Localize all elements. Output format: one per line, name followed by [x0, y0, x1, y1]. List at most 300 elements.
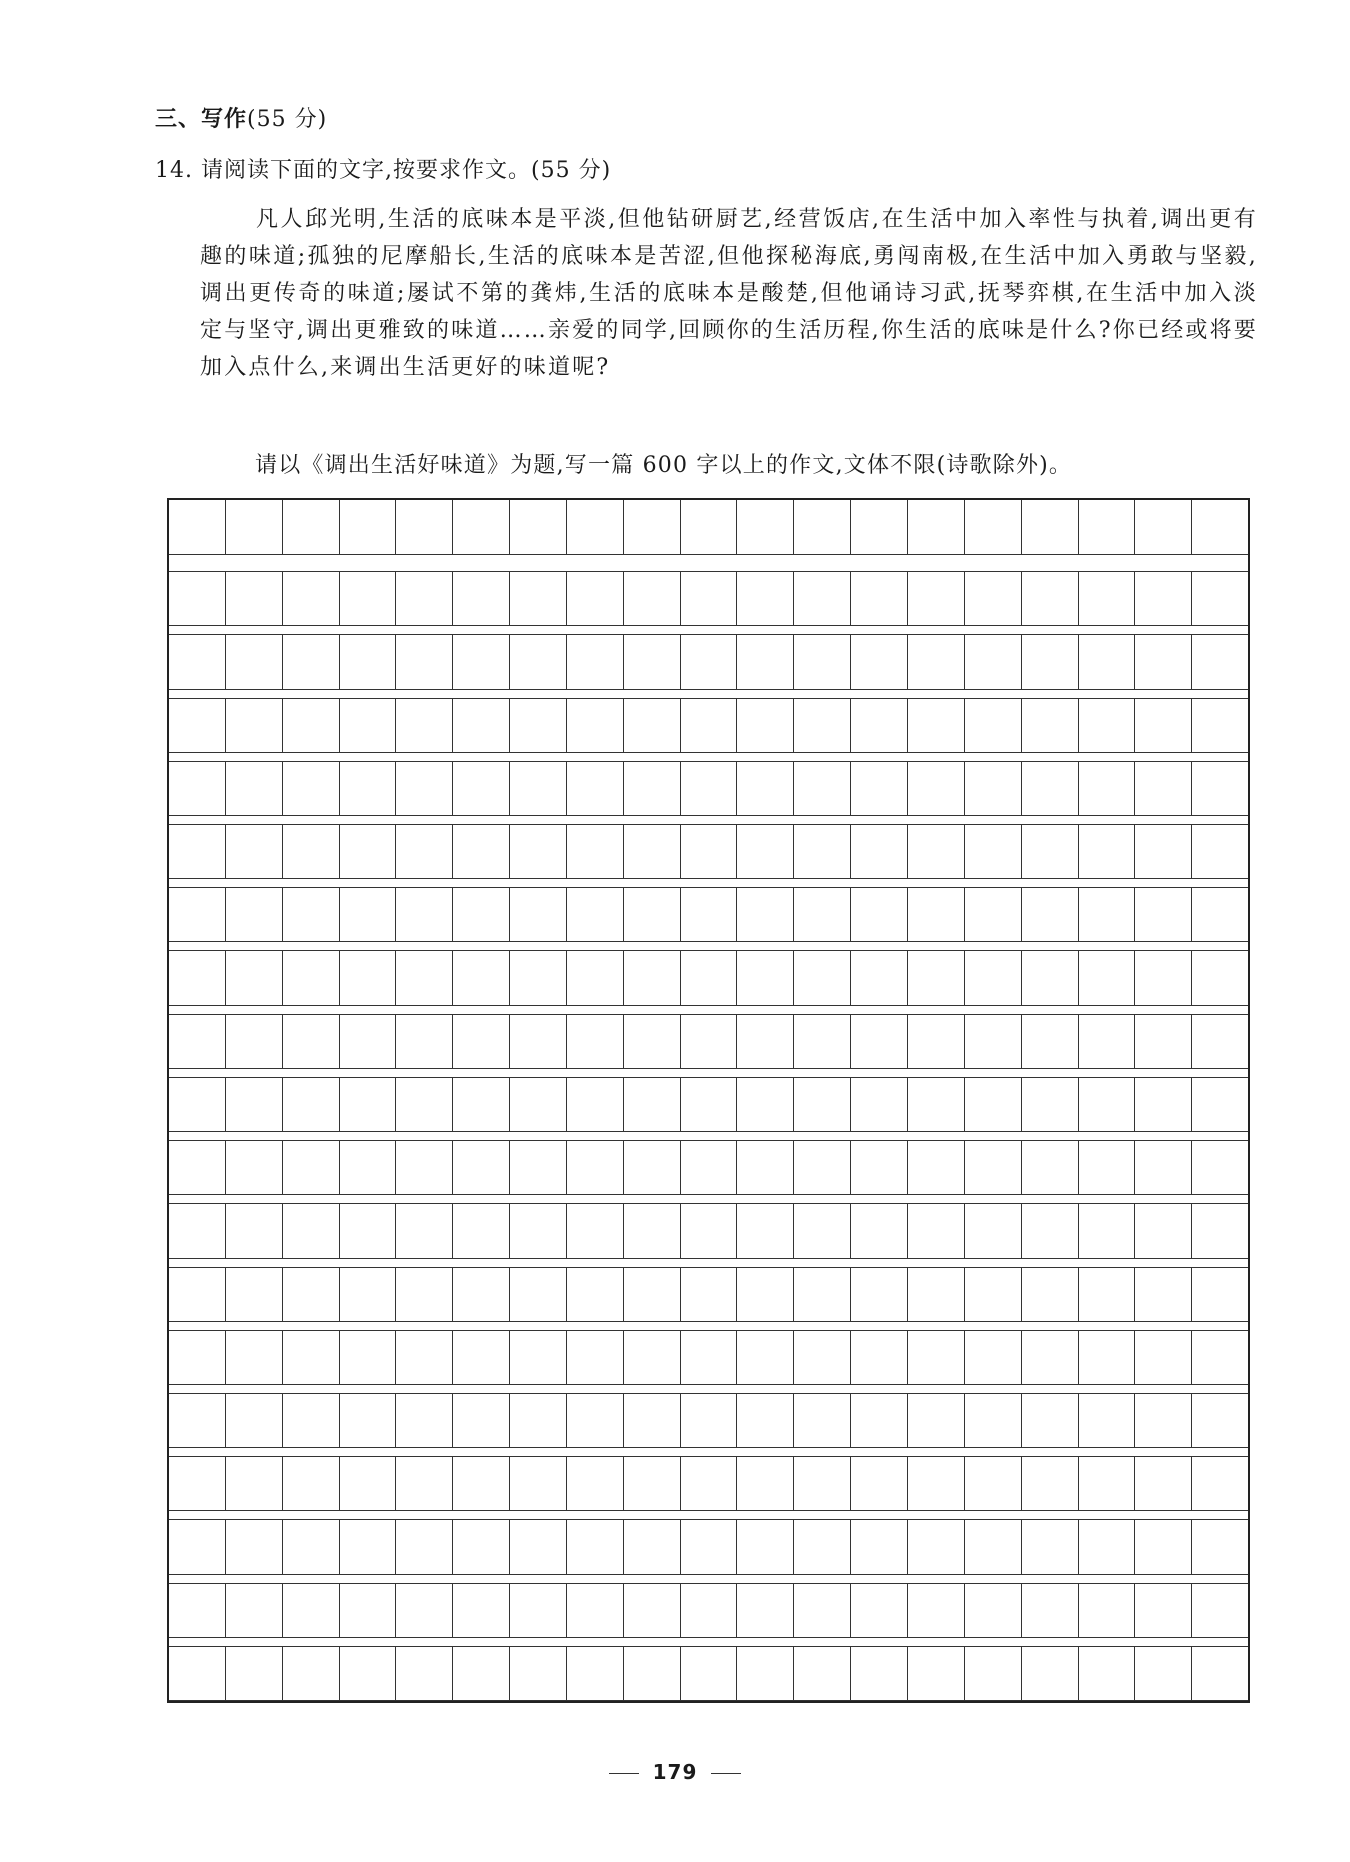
grid-cell[interactable] [851, 1584, 908, 1637]
grid-cell[interactable] [283, 1204, 340, 1257]
grid-cell[interactable] [1079, 762, 1136, 815]
grid-cell[interactable] [1135, 572, 1192, 625]
grid-cell[interactable] [396, 1647, 453, 1700]
grid-cell[interactable] [169, 1268, 226, 1321]
grid-cell[interactable] [965, 635, 1022, 688]
grid-cell[interactable] [283, 1647, 340, 1700]
grid-cell[interactable] [908, 1331, 965, 1384]
grid-cell[interactable] [567, 1204, 624, 1257]
grid-cell[interactable] [169, 825, 226, 878]
grid-cell[interactable] [396, 888, 453, 941]
grid-cell[interactable] [1135, 1204, 1192, 1257]
grid-cell[interactable] [624, 1584, 681, 1637]
grid-cell[interactable] [624, 825, 681, 878]
grid-cell[interactable] [851, 1078, 908, 1131]
grid-cell[interactable] [453, 1520, 510, 1573]
grid-cell[interactable] [567, 1078, 624, 1131]
grid-cell[interactable] [1192, 1584, 1248, 1637]
grid-cell[interactable] [340, 888, 397, 941]
grid-cell[interactable] [681, 1394, 738, 1447]
grid-cell[interactable] [624, 1394, 681, 1447]
grid-cell[interactable] [965, 500, 1022, 554]
grid-cell[interactable] [908, 1141, 965, 1194]
grid-cell[interactable] [624, 572, 681, 625]
grid-cell[interactable] [624, 1204, 681, 1257]
grid-cell[interactable] [965, 1647, 1022, 1700]
grid-cell[interactable] [908, 825, 965, 878]
grid-cell[interactable] [737, 951, 794, 1004]
grid-cell[interactable] [1022, 1141, 1079, 1194]
grid-cell[interactable] [340, 1078, 397, 1131]
grid-cell[interactable] [567, 825, 624, 878]
grid-cell[interactable] [1022, 888, 1079, 941]
grid-cell[interactable] [794, 1015, 851, 1068]
grid-cell[interactable] [851, 1331, 908, 1384]
grid-cell[interactable] [624, 1078, 681, 1131]
grid-cell[interactable] [283, 1141, 340, 1194]
grid-cell[interactable] [226, 572, 283, 625]
grid-cell[interactable] [1022, 1078, 1079, 1131]
grid-cell[interactable] [226, 1584, 283, 1637]
grid-cell[interactable] [1022, 1394, 1079, 1447]
grid-cell[interactable] [396, 762, 453, 815]
grid-cell[interactable] [340, 825, 397, 878]
grid-cell[interactable] [169, 951, 226, 1004]
grid-cell[interactable] [624, 951, 681, 1004]
grid-cell[interactable] [624, 1520, 681, 1573]
grid-cell[interactable] [169, 1394, 226, 1447]
grid-cell[interactable] [169, 1331, 226, 1384]
grid-cell[interactable] [908, 699, 965, 752]
grid-cell[interactable] [737, 888, 794, 941]
grid-cell[interactable] [283, 1520, 340, 1573]
grid-cell[interactable] [283, 825, 340, 878]
grid-cell[interactable] [624, 500, 681, 554]
grid-cell[interactable] [510, 1268, 567, 1321]
grid-cell[interactable] [851, 699, 908, 752]
grid-cell[interactable] [624, 888, 681, 941]
grid-cell[interactable] [396, 825, 453, 878]
grid-cell[interactable] [453, 1647, 510, 1700]
grid-cell[interactable] [340, 1520, 397, 1573]
grid-cell[interactable] [1192, 762, 1248, 815]
grid-cell[interactable] [340, 699, 397, 752]
grid-cell[interactable] [1079, 500, 1136, 554]
grid-cell[interactable] [965, 1457, 1022, 1510]
grid-cell[interactable] [851, 1394, 908, 1447]
grid-cell[interactable] [624, 1331, 681, 1384]
grid-cell[interactable] [1079, 1078, 1136, 1131]
grid-cell[interactable] [1192, 572, 1248, 625]
grid-cell[interactable] [1022, 1204, 1079, 1257]
grid-cell[interactable] [681, 572, 738, 625]
grid-cell[interactable] [794, 1520, 851, 1573]
grid-cell[interactable] [567, 699, 624, 752]
grid-cell[interactable] [1079, 1520, 1136, 1573]
grid-cell[interactable] [340, 635, 397, 688]
grid-cell[interactable] [965, 825, 1022, 878]
grid-cell[interactable] [965, 951, 1022, 1004]
grid-cell[interactable] [1022, 762, 1079, 815]
grid-cell[interactable] [965, 1204, 1022, 1257]
grid-cell[interactable] [1079, 951, 1136, 1004]
grid-cell[interactable] [851, 951, 908, 1004]
grid-cell[interactable] [510, 1394, 567, 1447]
grid-cell[interactable] [681, 888, 738, 941]
grid-cell[interactable] [794, 951, 851, 1004]
grid-cell[interactable] [624, 762, 681, 815]
grid-cell[interactable] [510, 1331, 567, 1384]
grid-cell[interactable] [226, 1457, 283, 1510]
grid-cell[interactable] [567, 635, 624, 688]
grid-cell[interactable] [340, 1647, 397, 1700]
grid-cell[interactable] [1192, 1268, 1248, 1321]
grid-cell[interactable] [169, 500, 226, 554]
grid-cell[interactable] [794, 1647, 851, 1700]
grid-cell[interactable] [510, 1078, 567, 1131]
grid-cell[interactable] [340, 951, 397, 1004]
grid-cell[interactable] [681, 1520, 738, 1573]
grid-cell[interactable] [851, 1647, 908, 1700]
grid-cell[interactable] [737, 1520, 794, 1573]
grid-cell[interactable] [1079, 1331, 1136, 1384]
grid-cell[interactable] [1022, 1268, 1079, 1321]
grid-cell[interactable] [794, 888, 851, 941]
grid-cell[interactable] [624, 635, 681, 688]
grid-cell[interactable] [396, 635, 453, 688]
grid-cell[interactable] [396, 1015, 453, 1068]
grid-cell[interactable] [396, 1331, 453, 1384]
grid-cell[interactable] [965, 1331, 1022, 1384]
grid-cell[interactable] [908, 951, 965, 1004]
grid-cell[interactable] [226, 500, 283, 554]
grid-cell[interactable] [794, 1331, 851, 1384]
grid-cell[interactable] [681, 951, 738, 1004]
grid-cell[interactable] [851, 1141, 908, 1194]
grid-cell[interactable] [169, 1457, 226, 1510]
grid-cell[interactable] [1022, 1584, 1079, 1637]
grid-cell[interactable] [169, 1647, 226, 1700]
grid-cell[interactable] [396, 1268, 453, 1321]
grid-cell[interactable] [908, 1204, 965, 1257]
grid-cell[interactable] [908, 1268, 965, 1321]
grid-cell[interactable] [396, 951, 453, 1004]
grid-cell[interactable] [396, 699, 453, 752]
grid-cell[interactable] [169, 699, 226, 752]
grid-cell[interactable] [1135, 1457, 1192, 1510]
grid-cell[interactable] [169, 1204, 226, 1257]
grid-cell[interactable] [340, 1394, 397, 1447]
grid-cell[interactable] [453, 1204, 510, 1257]
grid-cell[interactable] [737, 572, 794, 625]
grid-cell[interactable] [965, 1078, 1022, 1131]
grid-cell[interactable] [624, 1268, 681, 1321]
grid-cell[interactable] [965, 1394, 1022, 1447]
grid-cell[interactable] [965, 888, 1022, 941]
grid-cell[interactable] [1135, 1268, 1192, 1321]
grid-cell[interactable] [1079, 635, 1136, 688]
grid-cell[interactable] [510, 500, 567, 554]
grid-cell[interactable] [1192, 1394, 1248, 1447]
grid-cell[interactable] [794, 1078, 851, 1131]
grid-cell[interactable] [226, 1078, 283, 1131]
grid-cell[interactable] [965, 699, 1022, 752]
grid-cell[interactable] [794, 1204, 851, 1257]
grid-cell[interactable] [794, 572, 851, 625]
grid-cell[interactable] [965, 1584, 1022, 1637]
grid-cell[interactable] [283, 635, 340, 688]
grid-cell[interactable] [1135, 1141, 1192, 1194]
grid-cell[interactable] [1135, 888, 1192, 941]
grid-cell[interactable] [510, 1141, 567, 1194]
grid-cell[interactable] [1192, 1520, 1248, 1573]
grid-cell[interactable] [1135, 1015, 1192, 1068]
grid-cell[interactable] [908, 635, 965, 688]
grid-cell[interactable] [908, 888, 965, 941]
grid-cell[interactable] [1022, 500, 1079, 554]
grid-cell[interactable] [510, 1520, 567, 1573]
grid-cell[interactable] [567, 1520, 624, 1573]
grid-cell[interactable] [908, 1520, 965, 1573]
grid-cell[interactable] [396, 1520, 453, 1573]
grid-cell[interactable] [737, 825, 794, 878]
grid-cell[interactable] [226, 888, 283, 941]
grid-cell[interactable] [681, 635, 738, 688]
grid-cell[interactable] [851, 1015, 908, 1068]
grid-cell[interactable] [851, 1520, 908, 1573]
grid-cell[interactable] [794, 1141, 851, 1194]
grid-cell[interactable] [283, 1331, 340, 1384]
grid-cell[interactable] [1192, 888, 1248, 941]
grid-cell[interactable] [737, 1015, 794, 1068]
grid-cell[interactable] [396, 1141, 453, 1194]
grid-cell[interactable] [283, 951, 340, 1004]
grid-cell[interactable] [851, 500, 908, 554]
grid-cell[interactable] [226, 1268, 283, 1321]
grid-cell[interactable] [908, 572, 965, 625]
grid-cell[interactable] [226, 1520, 283, 1573]
grid-cell[interactable] [1022, 1457, 1079, 1510]
grid-cell[interactable] [283, 699, 340, 752]
grid-cell[interactable] [1135, 1520, 1192, 1573]
grid-cell[interactable] [453, 572, 510, 625]
grid-cell[interactable] [1022, 1331, 1079, 1384]
grid-cell[interactable] [510, 572, 567, 625]
grid-cell[interactable] [1192, 825, 1248, 878]
grid-cell[interactable] [624, 1141, 681, 1194]
grid-cell[interactable] [681, 1204, 738, 1257]
grid-cell[interactable] [567, 1647, 624, 1700]
grid-cell[interactable] [283, 888, 340, 941]
grid-cell[interactable] [226, 1141, 283, 1194]
grid-cell[interactable] [396, 1078, 453, 1131]
grid-cell[interactable] [226, 1015, 283, 1068]
grid-cell[interactable] [908, 1457, 965, 1510]
grid-cell[interactable] [737, 762, 794, 815]
grid-cell[interactable] [1079, 699, 1136, 752]
grid-cell[interactable] [453, 635, 510, 688]
grid-cell[interactable] [681, 500, 738, 554]
grid-cell[interactable] [340, 1204, 397, 1257]
grid-cell[interactable] [453, 951, 510, 1004]
grid-cell[interactable] [737, 1078, 794, 1131]
grid-cell[interactable] [1192, 635, 1248, 688]
grid-cell[interactable] [794, 762, 851, 815]
grid-cell[interactable] [1022, 1647, 1079, 1700]
grid-cell[interactable] [1079, 1204, 1136, 1257]
grid-cell[interactable] [851, 1204, 908, 1257]
grid-cell[interactable] [567, 762, 624, 815]
grid-cell[interactable] [1135, 699, 1192, 752]
grid-cell[interactable] [283, 1394, 340, 1447]
grid-cell[interactable] [681, 1141, 738, 1194]
grid-cell[interactable] [169, 762, 226, 815]
grid-cell[interactable] [340, 1457, 397, 1510]
grid-cell[interactable] [794, 500, 851, 554]
grid-cell[interactable] [1135, 762, 1192, 815]
grid-cell[interactable] [453, 1015, 510, 1068]
grid-cell[interactable] [737, 635, 794, 688]
grid-cell[interactable] [681, 1015, 738, 1068]
grid-cell[interactable] [510, 762, 567, 815]
grid-cell[interactable] [737, 1141, 794, 1194]
grid-cell[interactable] [1192, 1078, 1248, 1131]
grid-cell[interactable] [737, 500, 794, 554]
grid-cell[interactable] [283, 1268, 340, 1321]
grid-cell[interactable] [169, 572, 226, 625]
grid-cell[interactable] [794, 699, 851, 752]
grid-cell[interactable] [1192, 1141, 1248, 1194]
grid-cell[interactable] [794, 1268, 851, 1321]
grid-cell[interactable] [396, 1204, 453, 1257]
grid-cell[interactable] [169, 888, 226, 941]
grid-cell[interactable] [1135, 1394, 1192, 1447]
grid-cell[interactable] [794, 1394, 851, 1447]
grid-cell[interactable] [453, 825, 510, 878]
grid-cell[interactable] [965, 762, 1022, 815]
grid-cell[interactable] [169, 1015, 226, 1068]
grid-cell[interactable] [396, 1457, 453, 1510]
grid-cell[interactable] [510, 1584, 567, 1637]
grid-cell[interactable] [737, 1584, 794, 1637]
grid-cell[interactable] [1022, 1015, 1079, 1068]
grid-cell[interactable] [1079, 572, 1136, 625]
grid-cell[interactable] [169, 1141, 226, 1194]
grid-cell[interactable] [453, 1141, 510, 1194]
grid-cell[interactable] [340, 1584, 397, 1637]
grid-cell[interactable] [283, 1584, 340, 1637]
grid-cell[interactable] [737, 1331, 794, 1384]
grid-cell[interactable] [453, 1457, 510, 1510]
grid-cell[interactable] [226, 1331, 283, 1384]
grid-cell[interactable] [1079, 1647, 1136, 1700]
grid-cell[interactable] [965, 1141, 1022, 1194]
grid-cell[interactable] [681, 825, 738, 878]
grid-cell[interactable] [851, 572, 908, 625]
grid-cell[interactable] [340, 572, 397, 625]
grid-cell[interactable] [1192, 1647, 1248, 1700]
grid-cell[interactable] [453, 1331, 510, 1384]
grid-cell[interactable] [1022, 635, 1079, 688]
grid-cell[interactable] [1135, 1647, 1192, 1700]
grid-cell[interactable] [794, 635, 851, 688]
grid-cell[interactable] [396, 500, 453, 554]
grid-cell[interactable] [567, 1457, 624, 1510]
grid-cell[interactable] [283, 1457, 340, 1510]
grid-cell[interactable] [283, 572, 340, 625]
grid-cell[interactable] [624, 1015, 681, 1068]
grid-cell[interactable] [567, 1268, 624, 1321]
grid-cell[interactable] [226, 699, 283, 752]
grid-cell[interactable] [453, 888, 510, 941]
grid-cell[interactable] [340, 1331, 397, 1384]
grid-cell[interactable] [283, 762, 340, 815]
grid-cell[interactable] [1079, 888, 1136, 941]
grid-cell[interactable] [510, 635, 567, 688]
grid-cell[interactable] [1135, 1331, 1192, 1384]
grid-cell[interactable] [1135, 635, 1192, 688]
grid-cell[interactable] [396, 1584, 453, 1637]
grid-cell[interactable] [283, 1015, 340, 1068]
grid-cell[interactable] [794, 1584, 851, 1637]
grid-cell[interactable] [908, 1394, 965, 1447]
grid-cell[interactable] [1192, 1015, 1248, 1068]
grid-cell[interactable] [283, 500, 340, 554]
grid-cell[interactable] [681, 1457, 738, 1510]
grid-cell[interactable] [794, 1457, 851, 1510]
grid-cell[interactable] [624, 699, 681, 752]
grid-cell[interactable] [851, 888, 908, 941]
grid-cell[interactable] [567, 951, 624, 1004]
grid-cell[interactable] [624, 1647, 681, 1700]
grid-cell[interactable] [453, 1078, 510, 1131]
grid-cell[interactable] [226, 635, 283, 688]
grid-cell[interactable] [851, 762, 908, 815]
grid-cell[interactable] [851, 635, 908, 688]
grid-cell[interactable] [453, 500, 510, 554]
grid-cell[interactable] [908, 1647, 965, 1700]
grid-cell[interactable] [681, 1584, 738, 1637]
grid-cell[interactable] [1022, 699, 1079, 752]
grid-cell[interactable] [1022, 951, 1079, 1004]
grid-cell[interactable] [340, 1268, 397, 1321]
grid-cell[interactable] [226, 1647, 283, 1700]
grid-cell[interactable] [340, 762, 397, 815]
grid-cell[interactable] [681, 1647, 738, 1700]
grid-cell[interactable] [510, 951, 567, 1004]
grid-cell[interactable] [737, 1647, 794, 1700]
grid-cell[interactable] [169, 1520, 226, 1573]
grid-cell[interactable] [1135, 825, 1192, 878]
grid-cell[interactable] [965, 1520, 1022, 1573]
grid-cell[interactable] [1135, 951, 1192, 1004]
grid-cell[interactable] [396, 572, 453, 625]
grid-cell[interactable] [908, 1015, 965, 1068]
grid-cell[interactable] [965, 1268, 1022, 1321]
grid-cell[interactable] [1135, 1078, 1192, 1131]
grid-cell[interactable] [1079, 825, 1136, 878]
grid-cell[interactable] [1192, 699, 1248, 752]
composition-grid[interactable] [167, 498, 1250, 1703]
grid-cell[interactable] [737, 1457, 794, 1510]
grid-cell[interactable] [737, 1268, 794, 1321]
grid-cell[interactable] [794, 825, 851, 878]
grid-cell[interactable] [453, 1584, 510, 1637]
grid-cell[interactable] [1079, 1015, 1136, 1068]
grid-cell[interactable] [1079, 1584, 1136, 1637]
grid-cell[interactable] [681, 699, 738, 752]
grid-cell[interactable] [1135, 1584, 1192, 1637]
